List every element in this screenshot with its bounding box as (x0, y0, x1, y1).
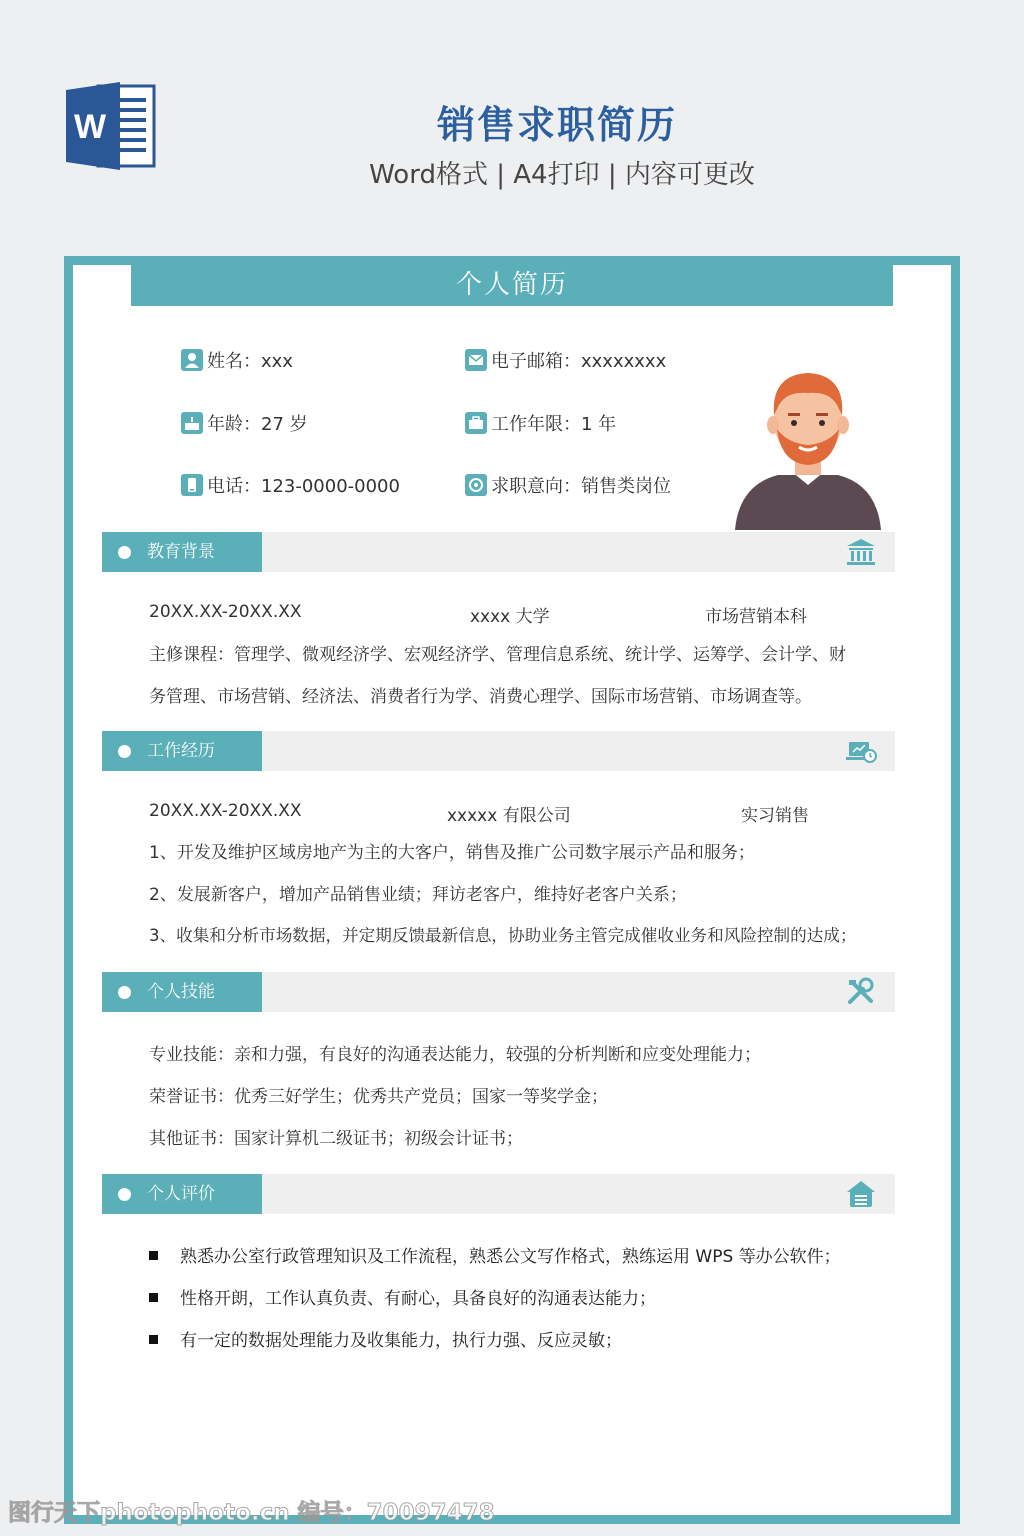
info-email-text: 电子邮箱：xxxxxxxx (491, 351, 667, 372)
resume-banner: 个人简历 (131, 265, 893, 306)
work-duty-1: 1、开发及维护区域房地产为主的大客户，销售及推广公司数字展示产品和服务； (149, 843, 755, 863)
watermark: 图行天下photophoto.cn 编号：70097478 (8, 1500, 495, 1526)
section-work (102, 731, 895, 771)
skill-item-2: 荣誉证书：优秀三好学生；优秀共产党员；国家一等奖学金； (149, 1087, 608, 1107)
work-duty-2: 2、发展新客户，增加产品销售业绩；拜访老客户，维持好老客户关系； (149, 885, 687, 905)
section-education (102, 532, 895, 572)
work-company: xxxxx 有限公司 (447, 806, 571, 826)
info-name (181, 347, 293, 373)
skill-item-1: 专业技能：亲和力强，有良好的沟通表达能力，较强的分析判断和应变处理能力； (149, 1045, 761, 1065)
tools-icon (845, 977, 877, 1007)
square-bullet-icon (149, 1293, 158, 1302)
section-evaluation-title: 个人评价 (147, 1184, 215, 1204)
info-phone-text: 电话：123-0000-0000 (207, 476, 400, 497)
target-icon (465, 474, 487, 496)
page-title: 销售求职简历 (436, 103, 677, 147)
section-evaluation (102, 1174, 895, 1214)
info-email (465, 347, 666, 373)
home-list-icon (845, 1179, 877, 1209)
info-intent-text: 求职意向：销售类岗位 (491, 476, 671, 497)
briefcase-icon (465, 412, 487, 434)
section-work-tab (102, 731, 262, 771)
skill-item-3: 其他证书：国家计算机二级证书；初级会计证书； (149, 1129, 523, 1149)
evaluation-item-3 (149, 1326, 622, 1351)
evaluation-item-2-text: 性格开朗，工作认真负责、有耐心，具备良好的沟通表达能力； (180, 1289, 656, 1309)
bullet-dot (118, 745, 131, 758)
education-school: xxxx 大学 (470, 607, 550, 627)
work-date: 20XX.XX-20XX.XX (149, 801, 302, 821)
bullet-dot (118, 546, 131, 559)
education-courses-line2: 务管理、市场营销、经济法、消费者行为学、消费心理学、国际市场营销、市场调查等。 (149, 687, 812, 707)
section-work-title: 工作经历 (147, 741, 215, 761)
education-courses-line1: 主修课程：管理学、微观经济学、宏观经济学、管理信息系统、统计学、运筹学、会计学、财 (149, 645, 846, 665)
laptop-clock-icon (845, 736, 877, 766)
section-skills-title: 个人技能 (147, 982, 215, 1002)
section-education-tab (102, 532, 262, 572)
square-bullet-icon (149, 1335, 158, 1344)
person-icon (181, 349, 203, 371)
info-age (181, 410, 308, 436)
education-major: 市场营销本科 (705, 607, 807, 627)
evaluation-item-1-text: 熟悉办公室行政管理知识及工作流程，熟悉公文写作格式，熟练运用 WPS 等办公软件； (180, 1247, 841, 1267)
section-skills-tab (102, 972, 262, 1012)
section-skills (102, 972, 895, 1012)
phone-icon (181, 474, 203, 496)
work-position: 实习销售 (741, 806, 809, 826)
mail-icon (465, 349, 487, 371)
info-years (465, 410, 616, 436)
bullet-dot (118, 1188, 131, 1201)
bank-icon (845, 537, 877, 567)
section-evaluation-tab (102, 1174, 262, 1214)
work-duty-3: 3、收集和分析市场数据，并定期反馈最新信息，协助业务主管完成催收业务和风险控制的达成； (149, 926, 857, 945)
evaluation-item-1 (149, 1242, 841, 1267)
info-name-text: 姓名：xxx (207, 351, 293, 372)
education-date: 20XX.XX-20XX.XX (149, 602, 302, 622)
evaluation-item-2 (149, 1284, 656, 1309)
section-education-title: 教育背景 (147, 542, 215, 562)
resume-sheet (64, 256, 960, 1524)
page-subtitle: Word格式 | A4打印 | 内容可更改 (369, 160, 755, 190)
bullet-dot (118, 986, 131, 999)
word-logo-letter: W (73, 108, 107, 146)
info-phone (181, 472, 400, 498)
avatar (733, 325, 883, 530)
info-intent (465, 472, 671, 498)
evaluation-item-3-text: 有一定的数据处理能力及收集能力，执行力强、反应灵敏； (180, 1331, 622, 1351)
birthday-icon (181, 412, 203, 434)
info-years-text: 工作年限：1 年 (491, 414, 617, 435)
square-bullet-icon (149, 1251, 158, 1260)
info-age-text: 年龄：27 岁 (207, 414, 308, 435)
